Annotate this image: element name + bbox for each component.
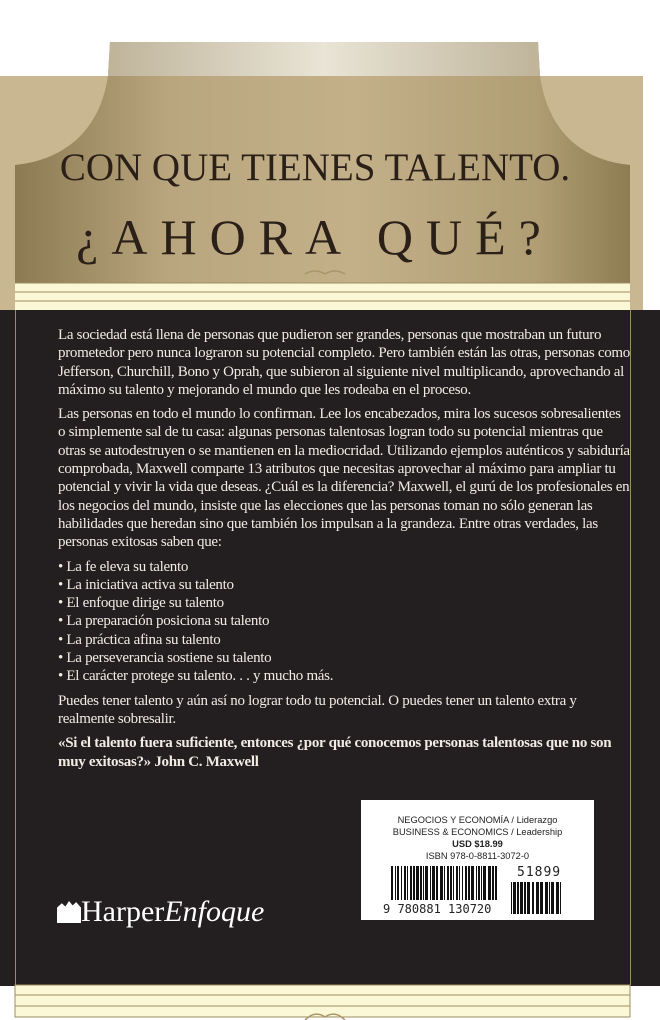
barcode-bar [540,882,543,914]
barcode-bar [511,882,512,914]
barcode-bar [395,866,396,900]
list-item: • El carácter protege su talento. . . y mucho más. [58,667,630,685]
bullet-list [58,558,630,686]
barcode-bar [420,866,422,900]
barcode-bar [560,882,561,914]
barcode-bar [465,866,467,900]
barcode-bar [471,866,474,900]
price: USD $18.99 [452,839,503,849]
barcode-bar [413,866,415,900]
list-item: • La preparación posiciona su talento [58,612,630,630]
barcode-bar [456,866,458,900]
list-item: • La perseverancia sostiene su talento [58,649,630,667]
barcode-bar [513,882,516,914]
publisher-name: Harper [81,895,165,928]
category-en: BUSINESS & ECONOMICS / Leadership [392,827,563,837]
list-item: • El enfoque dirige su talento [58,594,630,612]
isbn-barcode [391,866,501,900]
list-item: • La práctica afina su talento [58,631,630,649]
barcode-bar [495,866,497,900]
barcode-bar [545,882,548,914]
barcode-bar [430,866,431,900]
ean-number: 9 780881 130720 [383,902,492,916]
barcode-bar [524,882,526,914]
price-barcode [511,882,563,914]
barcode-bar [410,866,412,900]
barcode-bar [391,866,393,900]
barcode-box [361,800,594,920]
barcode-bar [517,882,519,914]
barcode-bar [450,866,452,900]
list-item: • La fe eleva su talento [58,558,630,576]
barcode-bar [492,866,494,900]
price-code: 51899 [517,865,562,880]
barcode-bar [481,866,482,900]
barcode-bar [425,866,428,900]
barcode-bar [423,866,424,900]
author-quote: «Si el talento fuera suficiente, entonces ¿por qué conocemos personas talentosas que no son muy exitosas?» John C. Maxwell [58,735,612,770]
barcode-bar [476,866,477,900]
barcode-bar [416,866,419,900]
barcode-bar [549,882,550,914]
barcode-bar [551,882,554,914]
barcode-bar [444,866,445,900]
barcode-bar [401,866,402,900]
paragraph: La sociedad está llena de personas que pudieron ser grandes, personas que mostraban un futuro prometedor pero nunca lograron su potencial completo. Pero también están las otras, personas como Jefferson, Churchill, Bono y Oprah, que subieron al siguiente nivel multiplicando, aprovechando al máximo su talento y mejorando el mundo que les rodeaba en el proceso. [58,327,630,398]
paragraph: Las personas en todo el mundo lo confirman. Lee los encabezados, mira los sucesos sobresalientes o simplemente sal de tu casa: algunas personas talentosas logran todo su potencial mientras que otras se autodestruyen o se mantienen en la mediocridad. Utilizando ejemplos auténticos y sabiduría comprobada, Maxwell comparte 13 atributos que necesitas aprovechar al máximo para ampliar tu potencial y vivir la vida que deseas. ¿Cuál es la diferencia? Maxwell, el gurú de los profesionales en los negocios del mundo, insiste que las elecciones que las personas toman no sólo generan las habilidades que heredan sino que también los impulsan a la grandeza. Entre otras verdades, las personas exitosas saben que: [58,406,630,551]
barcode-bar [440,866,443,900]
barcode-bar [397,866,399,900]
barcode-bar [536,882,539,914]
barcode-bar [520,882,523,914]
barcode-bar [407,866,408,900]
barcode-bar [483,866,486,900]
barcode-bar [404,866,406,900]
barcode-bar [453,866,454,900]
barcode-bar [478,866,480,900]
publisher-logo [57,895,264,929]
barcode-bar [532,882,534,914]
barcode-bar [488,866,491,900]
isbn: ISBN 978-0-8811-3072-0 [425,851,530,861]
description [58,326,630,777]
barcode-bar [462,866,463,900]
closing-paragraph: Puedes tener talento y aún así no lograr todo tu potencial. O puedes tener un talento extra y realmente sobresalir. [58,692,577,727]
barcode-bar [556,882,559,914]
barcode-bar [432,866,435,900]
barcode-bar [447,866,449,900]
category-es: NEGOCIOS Y ECONOMÍA / Liderazgo [397,815,558,825]
title-line-1: CON QUE TIENES TALENTO. [59,146,571,189]
barcode-bar [459,866,460,900]
list-item: • La iniciativa activa su talento [58,576,630,594]
publisher-flame-icon [57,901,81,923]
barcode-bar [468,866,470,900]
barcode-bar [527,882,530,914]
publisher-imprint: Enfoque [164,895,265,928]
title-line-2: ¿AHORA QUÉ? [76,209,554,265]
barcode-bar [436,866,438,900]
